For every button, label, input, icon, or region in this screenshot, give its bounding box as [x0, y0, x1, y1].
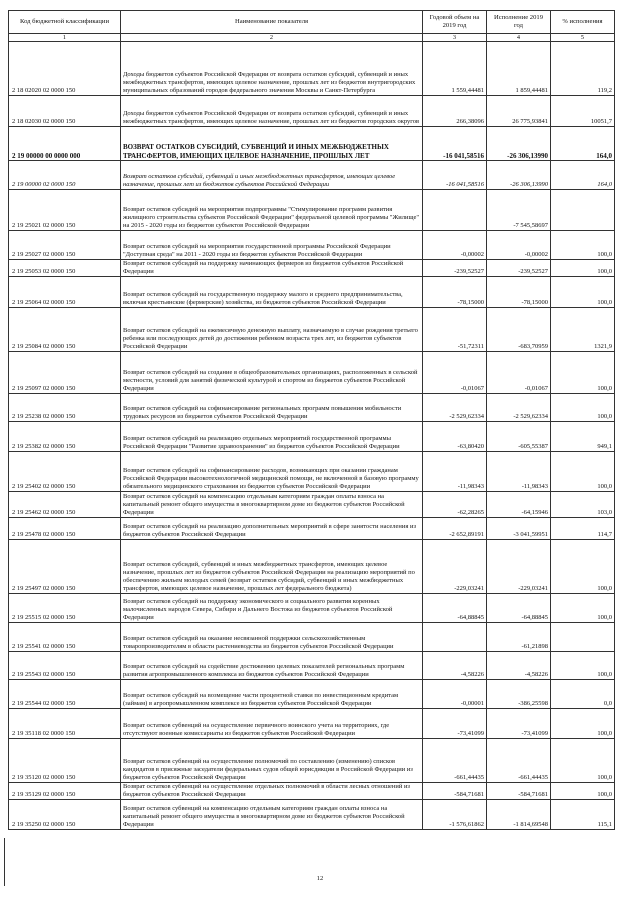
- budget-code-cell: 2 19 25053 02 0000 150: [9, 260, 121, 277]
- budget-code-cell: 2 19 25402 02 0000 150: [9, 451, 121, 491]
- budget-code-cell: 2 19 25021 02 0000 150: [9, 190, 121, 231]
- annual-plan-cell: [423, 190, 487, 231]
- table-row: [9, 651, 615, 679]
- table-row: [9, 190, 615, 231]
- execution-percent-cell: 100,0: [551, 451, 615, 491]
- table-row: [9, 738, 615, 782]
- execution-percent-cell: [551, 622, 615, 651]
- budget-code-cell: 2 19 00000 02 0000 150: [9, 161, 121, 190]
- execution-cell: -584,71681: [487, 782, 551, 799]
- indicator-name-cell: Возврат остатков субвенций на осуществление отдельных полномочий в области лесных отношений из бюджетов субъектов Российской Федерации: [121, 782, 423, 799]
- table-row: [9, 782, 615, 799]
- annual-plan-cell: -0,00001: [423, 679, 487, 708]
- indicator-name-cell: Возврат остатков субсидий на государственную поддержку малого и среднего предпринимательства, включая крестьянские (фермерские) хозяйства, из бюджетов субъектов Российской Федерации: [121, 276, 423, 307]
- execution-percent-cell: 0,0: [551, 679, 615, 708]
- table-row: [9, 421, 615, 451]
- annual-plan-cell: -62,28265: [423, 491, 487, 517]
- execution-percent-cell: 100,0: [551, 708, 615, 738]
- execution-cell: -3 041,59951: [487, 517, 551, 539]
- table-row: [9, 307, 615, 351]
- execution-percent-cell: 164,0: [551, 127, 615, 161]
- budget-code-cell: 2 19 25382 02 0000 150: [9, 421, 121, 451]
- annual-plan-cell: -78,15000: [423, 276, 487, 307]
- annual-plan-cell: -63,80420: [423, 421, 487, 451]
- indicator-name-cell: Возврат остатков субсидий на компенсацию отдельным категориям граждан оплаты взноса на капитальный ремонт общего имущества в многоквартирном доме из бюджетов субъектов Российской Федерации: [121, 491, 423, 517]
- execution-cell: 26 775,93841: [487, 96, 551, 127]
- table-row: [9, 679, 615, 708]
- indicator-name-cell: Возврат остатков субсидий на софинансирование региональных программ повышения мобильности трудовых ресурсов из бюджетов субъектов Российской Федерации: [121, 393, 423, 421]
- column-number: 3: [423, 34, 487, 42]
- execution-cell: -661,44435: [487, 738, 551, 782]
- execution-cell: -0,01067: [487, 351, 551, 393]
- indicator-name-cell: Возврат остатков субсидий на поддержку экономического и социального развития коренных малочисленных народов Севера, Сибири и Дальнего Востока из бюджетов субъектов Российской Федерации: [121, 593, 423, 622]
- table-row: [9, 276, 615, 307]
- header-plan: Годовой объем на 2019 год: [423, 11, 487, 34]
- table-body: [9, 42, 615, 830]
- execution-percent-cell: 114,7: [551, 517, 615, 539]
- annual-plan-cell: 266,38096: [423, 96, 487, 127]
- annual-plan-cell: -4,58226: [423, 651, 487, 679]
- execution-percent-cell: 10051,7: [551, 96, 615, 127]
- execution-cell: -61,21898: [487, 622, 551, 651]
- execution-cell: -605,55387: [487, 421, 551, 451]
- header-code: Код бюджетной классификации: [9, 11, 121, 34]
- execution-percent-cell: 100,0: [551, 593, 615, 622]
- budget-code-cell: 2 19 25515 02 0000 150: [9, 593, 121, 622]
- execution-percent-cell: 119,2: [551, 42, 615, 96]
- annual-plan-cell: -0,00002: [423, 231, 487, 260]
- column-number-row: [9, 34, 615, 42]
- indicator-name-cell: Возврат остатков субвенций на компенсацию отдельным категориям граждан оплаты взноса на капитальный ремонт общего имущества в многоквартирном доме из бюджетов субъектов Российской Федерации: [121, 799, 423, 829]
- indicator-name-cell: Возврат остатков субвенций на осуществление первичного воинского учета на территориях, где отсутствуют военные комиссариаты из бюджетов субъектов Российской Федерации: [121, 708, 423, 738]
- table-row: [9, 708, 615, 738]
- budget-code-cell: 2 18 02020 02 0000 150: [9, 42, 121, 96]
- execution-percent-cell: 100,0: [551, 351, 615, 393]
- indicator-name-cell: Возврат остатков субсидий, субвенций и иных межбюджетных трансфертов, имеющих целевое назначение, прошлых лет из бюджетов субъектов Российской Федерации на реализацию мероприятий по обеспечению жильем молодых семей (возврат остатков субсидий, субвенций и иных межбюджетных трансфертов, имеющих целевое назначение, прошлых лет федерального бюджета): [121, 539, 423, 593]
- execution-cell: 1 859,44481: [487, 42, 551, 96]
- table-row: [9, 161, 615, 190]
- execution-cell: -229,03241: [487, 539, 551, 593]
- budget-code-cell: 2 19 35129 02 0000 150: [9, 782, 121, 799]
- execution-cell: -386,25598: [487, 679, 551, 708]
- annual-plan-cell: -51,72311: [423, 307, 487, 351]
- execution-percent-cell: 100,0: [551, 539, 615, 593]
- table-row: [9, 799, 615, 829]
- column-number: 1: [9, 34, 121, 42]
- execution-cell: -73,41099: [487, 708, 551, 738]
- table-row: [9, 393, 615, 421]
- budget-code-cell: 2 19 00000 00 0000 000: [9, 127, 121, 161]
- budget-code-cell: 2 19 25097 02 0000 150: [9, 351, 121, 393]
- table-row: [9, 451, 615, 491]
- execution-cell: -0,00002: [487, 231, 551, 260]
- annual-plan-cell: -64,88845: [423, 593, 487, 622]
- annual-plan-cell: -2 529,62334: [423, 393, 487, 421]
- indicator-name-cell: Возврат остатков субсидий, субвенций и иных межбюджетных трансфертов, имеющих целевое назначение, прошлых лет из бюджетов субъектов Российской Федерации: [121, 161, 423, 190]
- annual-plan-cell: -0,01067: [423, 351, 487, 393]
- annual-plan-cell: -239,52527: [423, 260, 487, 277]
- indicator-name-cell: Возврат остатков субсидий на ежемесячную денежную выплату, назначаемую в случае рождения третьего ребенка или последующих детей до достижения ребенком возраста трех лет, из бюджетов субъектов Российской Федерации: [121, 307, 423, 351]
- execution-cell: -78,15000: [487, 276, 551, 307]
- table-row: [9, 593, 615, 622]
- table-row: [9, 539, 615, 593]
- budget-code-cell: 2 19 35120 02 0000 150: [9, 738, 121, 782]
- annual-plan-cell: -1 576,61862: [423, 799, 487, 829]
- table-row: [9, 231, 615, 260]
- annual-plan-cell: 1 559,44481: [423, 42, 487, 96]
- execution-percent-cell: 100,0: [551, 738, 615, 782]
- annual-plan-cell: -584,71681: [423, 782, 487, 799]
- budget-code-cell: 2 19 35118 02 0000 150: [9, 708, 121, 738]
- execution-percent-cell: 115,1: [551, 799, 615, 829]
- indicator-name-cell: Возврат остатков субвенций на осуществление полномочий по составлению (изменению) списков кандидатов в присяжные заседатели федеральных судов общей юрисдикции в Российской Федерации из бюджетов субъектов Российской Федерации: [121, 738, 423, 782]
- execution-percent-cell: 100,0: [551, 782, 615, 799]
- execution-percent-cell: 103,0: [551, 491, 615, 517]
- indicator-name-cell: Возврат остатков субсидий на поддержку начинающих фермеров из бюджетов субъектов Российской Федерации: [121, 260, 423, 277]
- indicator-name-cell: Возврат остатков субсидий на реализацию отдельных мероприятий государственной программы Российской Федерации "Развитие здравоохранения" из бюджетов субъектов Российской Федерации: [121, 421, 423, 451]
- annual-plan-cell: -73,41099: [423, 708, 487, 738]
- budget-code-cell: 2 19 35250 02 0000 150: [9, 799, 121, 829]
- execution-percent-cell: 1321,9: [551, 307, 615, 351]
- annual-plan-cell: -16 041,58516: [423, 161, 487, 190]
- column-number: 2: [121, 34, 423, 42]
- page-number: 12: [316, 875, 324, 882]
- execution-percent-cell: 100,0: [551, 231, 615, 260]
- budget-code-cell: 2 19 25238 02 0000 150: [9, 393, 121, 421]
- indicator-name-cell: Возврат остатков субсидий на возмещение части процентной ставки по инвестиционным кредитам (займам) в агропромышленном комплексе из бюджетов субъектов Российской Федерации: [121, 679, 423, 708]
- indicator-name-cell: Возврат остатков субсидий на реализацию дополнительных мероприятий в сфере занятости населения из бюджетов субъектов Российской Федерации: [121, 517, 423, 539]
- budget-code-cell: 2 19 25543 02 0000 150: [9, 651, 121, 679]
- execution-percent-cell: 100,0: [551, 393, 615, 421]
- execution-percent-cell: 100,0: [551, 260, 615, 277]
- execution-cell: -1 814,69548: [487, 799, 551, 829]
- indicator-name-cell: Возврат остатков субсидий на оказание несвязанной поддержки сельскохозяйственным товаропроизводителям в области растениеводства из бюджетов субъектов Российской Федерации: [121, 622, 423, 651]
- budget-code-cell: 2 19 25064 02 0000 150: [9, 276, 121, 307]
- execution-cell: -26 306,13990: [487, 127, 551, 161]
- execution-percent-cell: 164,0: [551, 161, 615, 190]
- indicator-name-cell: Возврат остатков субсидий на создание в общеобразовательных организациях, расположенных в сельской местности, условий для занятий физической культурой и спортом из бюджетов субъектов Российской Федерации: [121, 351, 423, 393]
- table-row: [9, 42, 615, 96]
- execution-percent-cell: 100,0: [551, 651, 615, 679]
- budget-code-cell: 2 19 25541 02 0000 150: [9, 622, 121, 651]
- table-row: [9, 622, 615, 651]
- report-sheet: [8, 10, 614, 830]
- indicator-name-cell: Возврат остатков субсидий на содействие достижению целевых показателей региональных программ развития агропромышленного комплекса из бюджетов субъектов Российской Федерации: [121, 651, 423, 679]
- annual-plan-cell: -11,98343: [423, 451, 487, 491]
- execution-cell: -2 529,62334: [487, 393, 551, 421]
- table-row: [9, 127, 615, 161]
- execution-percent-cell: [551, 190, 615, 231]
- indicator-name-cell: Доходы бюджетов субъектов Российской Федерации от возврата остатков субсидий, субвенций и иных межбюджетных трансфертов, имеющих целевое назначение, прошлых лет из бюджетов городских округов: [121, 96, 423, 127]
- budget-code-cell: 2 19 25478 02 0000 150: [9, 517, 121, 539]
- header-name: Наименование показателя: [121, 11, 423, 34]
- table-row: [9, 351, 615, 393]
- budget-code-cell: 2 18 02030 02 0000 150: [9, 96, 121, 127]
- table-row: [9, 260, 615, 277]
- indicator-name-cell: Возврат остатков субсидий на мероприятия государственной программы Российской Федерации "Доступная среда" на 2011 - 2020 годы из бюджетов субъектов Российской Федерации: [121, 231, 423, 260]
- budget-table: [8, 10, 615, 830]
- column-number: 5: [551, 34, 615, 42]
- execution-cell: -239,52527: [487, 260, 551, 277]
- annual-plan-cell: -229,03241: [423, 539, 487, 593]
- table-row: [9, 517, 615, 539]
- header-percent: % исполнения: [551, 11, 615, 34]
- annual-plan-cell: -661,44435: [423, 738, 487, 782]
- execution-percent-cell: 949,1: [551, 421, 615, 451]
- annual-plan-cell: -2 652,89191: [423, 517, 487, 539]
- execution-cell: -4,58226: [487, 651, 551, 679]
- budget-code-cell: 2 19 25462 02 0000 150: [9, 491, 121, 517]
- indicator-name-cell: Возврат остатков субсидий на мероприятия подпрограммы "Стимулирование программ развития жилищного строительства субъектов Российской Федерации" федеральной целевой программы "Жилище" на 2015 - 2020 годы из бюджетов субъектов Российской Федерации: [121, 190, 423, 231]
- execution-cell: -64,88845: [487, 593, 551, 622]
- annual-plan-cell: [423, 622, 487, 651]
- budget-code-cell: 2 19 25084 02 0000 150: [9, 307, 121, 351]
- column-number: 4: [487, 34, 551, 42]
- annual-plan-cell: -16 041,58516: [423, 127, 487, 161]
- header-row: [9, 11, 615, 34]
- indicator-name-cell: Возврат остатков субсидий на софинансирование расходов, возникающих при оказании гражданам Российской Федерации высокотехнологичной медицинской помощи, не включенной в базовую программу обязательного медицинского страхования из бюджетов субъектов Российской Федерации: [121, 451, 423, 491]
- execution-cell: -11,98343: [487, 451, 551, 491]
- execution-cell: -26 306,13990: [487, 161, 551, 190]
- header-exec: Исполнение 2019 год: [487, 11, 551, 34]
- execution-cell: -683,70959: [487, 307, 551, 351]
- budget-code-cell: 2 19 25497 02 0000 150: [9, 539, 121, 593]
- execution-cell: -64,15946: [487, 491, 551, 517]
- indicator-name-cell: ВОЗВРАТ ОСТАТКОВ СУБСИДИЙ, СУБВЕНЦИЙ И ИНЫХ МЕЖБЮДЖЕТНЫХ ТРАНСФЕРТОВ, ИМЕЮЩИХ ЦЕЛЕВОЕ НАЗНАЧЕНИЕ, ПРОШЛЫХ ЛЕТ: [121, 127, 423, 161]
- execution-percent-cell: 100,0: [551, 276, 615, 307]
- budget-code-cell: 2 19 25544 02 0000 150: [9, 679, 121, 708]
- table-row: [9, 491, 615, 517]
- execution-cell: -7 545,58697: [487, 190, 551, 231]
- indicator-name-cell: Доходы бюджетов субъектов Российской Федерации от возврата остатков субсидий, субвенций и иных межбюджетных трансфертов, имеющих целевое назначение, прошлых лет из бюджетов внутригородских муниципальных образований городов федерального значения Москвы и Санкт-Петербурга: [121, 42, 423, 96]
- budget-code-cell: 2 19 25027 02 0000 150: [9, 231, 121, 260]
- table-row: [9, 96, 615, 127]
